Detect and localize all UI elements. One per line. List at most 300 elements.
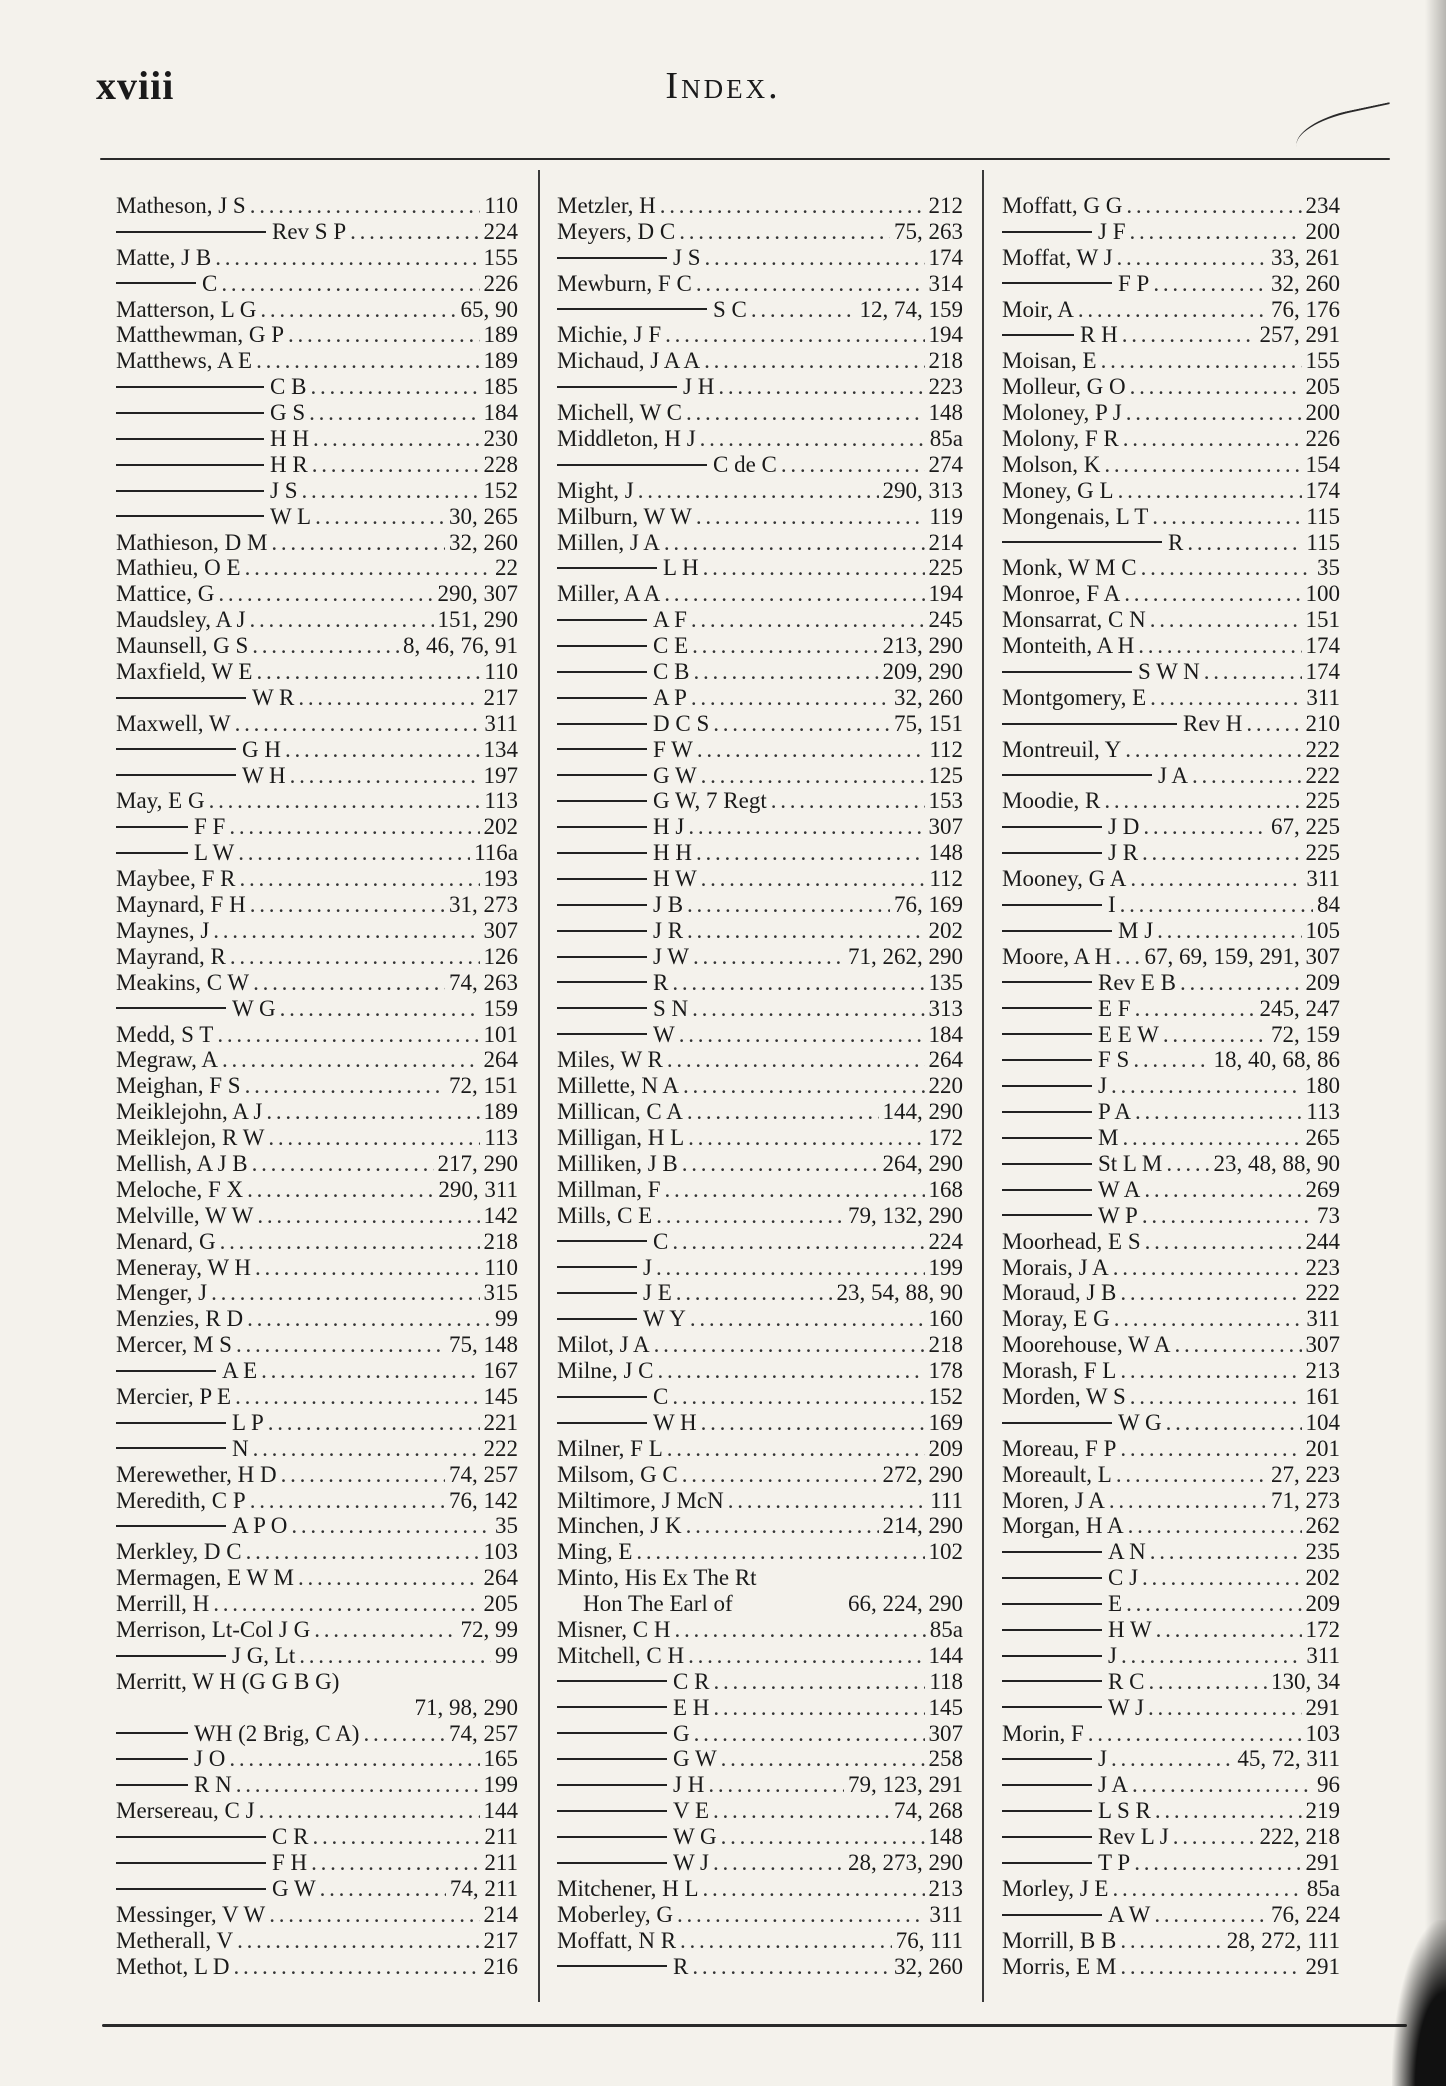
entry-name: Moloney, P J (1002, 400, 1122, 426)
index-entry (1002, 970, 1340, 996)
index-entry (557, 1591, 963, 1617)
index-entry (1002, 944, 1340, 970)
entry-pages: 211 (484, 1850, 518, 1875)
entry-pages: 96 (1317, 1772, 1340, 1798)
entry-name: Mercier, P E (116, 1383, 232, 1409)
entry-pages: 72, 151 (449, 1073, 518, 1099)
entry-name: Megraw, A (116, 1047, 218, 1073)
entry-name: Meighan, F S (116, 1073, 241, 1099)
entry-pages: 221 (483, 1409, 518, 1435)
entry-pages: 145 (483, 1383, 518, 1409)
entry-name: A P (557, 685, 687, 711)
index-entry (1002, 1488, 1340, 1514)
index-entry (557, 426, 963, 452)
entry-name: W G (557, 1824, 717, 1850)
index-entry (116, 1022, 518, 1048)
index-entry (557, 1902, 963, 1928)
entry-pages: 159 (483, 995, 518, 1021)
dot-leader (696, 504, 926, 530)
entry-name: L H (557, 555, 699, 581)
entry-name: J A (1002, 1772, 1128, 1798)
entry-pages: 220 (928, 1073, 963, 1099)
index-entry (116, 1151, 518, 1177)
dot-leader (676, 1280, 833, 1306)
entry-name: J S (116, 478, 298, 504)
entry-pages: 74, 263 (449, 969, 518, 995)
dot-leader (236, 1772, 480, 1798)
entry-pages: 45, 72, 311 (1237, 1746, 1340, 1772)
entry-pages: 103 (1305, 1720, 1340, 1746)
index-entry (1002, 1798, 1340, 1824)
entry-pages: 130, 34 (1271, 1668, 1340, 1694)
dot-leader (221, 271, 479, 297)
entry-pages: 110 (484, 193, 518, 218)
dot-leader (309, 400, 479, 426)
index-entry (557, 400, 963, 426)
entry-name: Mongenais, L T (1002, 503, 1149, 529)
entry-pages: 219 (1305, 1798, 1340, 1824)
dot-leader (1113, 1255, 1302, 1281)
entry-pages: 126 (483, 943, 518, 969)
dot-leader (1132, 1772, 1313, 1798)
index-entry (557, 1513, 963, 1539)
entry-pages: 100 (1305, 581, 1340, 607)
dot-leader (1163, 1022, 1267, 1048)
entry-pages: 212 (928, 193, 963, 218)
entry-name: Morin, F (1002, 1720, 1084, 1746)
dot-leader (771, 788, 925, 814)
dot-leader (1144, 1177, 1301, 1203)
entry-name: E (1002, 1591, 1122, 1617)
entry-name: J (1002, 1746, 1107, 1772)
entry-name: J S (557, 245, 701, 271)
entry-name: N (116, 1436, 249, 1462)
dot-leader (250, 607, 434, 633)
dot-leader (1130, 866, 1302, 892)
index-entry (116, 1488, 518, 1514)
entry-name: Minchen, J K (557, 1513, 682, 1539)
entry-pages: 142 (483, 1202, 518, 1228)
dot-leader (1142, 1565, 1301, 1591)
entry-pages: 205 (1305, 374, 1340, 400)
dot-leader (686, 400, 924, 426)
entry-pages: 115 (1306, 503, 1340, 529)
index-entry (116, 633, 518, 659)
entry-pages: 213 (1305, 1358, 1340, 1384)
dot-leader (1120, 1280, 1301, 1306)
entry-name: Moffatt, N R (557, 1927, 677, 1953)
entry-pages: 307 (483, 917, 518, 943)
entry-name: Mitchener, H L (557, 1875, 699, 1901)
entry-pages: 218 (483, 1228, 518, 1254)
dot-leader (693, 944, 844, 970)
dot-leader (705, 245, 925, 271)
index-entry (1002, 788, 1340, 814)
dot-leader (1154, 1902, 1267, 1928)
index-entry (1002, 1954, 1340, 1980)
entry-pages: 74, 211 (449, 1875, 518, 1901)
index-entry (116, 193, 518, 219)
index-entry (116, 1850, 518, 1876)
entry-name: Maudsley, A J (116, 607, 246, 633)
entry-pages: 272, 290 (882, 1461, 963, 1487)
index-entry (557, 1462, 963, 1488)
entry-pages: 290, 311 (438, 1176, 518, 1202)
entry-name: Hon The Earl of (583, 1591, 733, 1617)
entry-name: F H (116, 1850, 307, 1876)
dot-leader (1150, 685, 1302, 711)
entry-name: Mewburn, F C (557, 270, 692, 296)
index-entry (557, 944, 963, 970)
dot-leader (1148, 1695, 1302, 1721)
dot-leader (1166, 1151, 1209, 1177)
entry-name: P A (1002, 1099, 1131, 1125)
entry-pages: 79, 123, 291 (848, 1772, 963, 1798)
dot-leader (1138, 633, 1301, 659)
dot-leader (288, 322, 479, 348)
index-entry (557, 996, 963, 1022)
entry-name: Monk, W M C (1002, 555, 1137, 581)
index-entry (116, 400, 518, 426)
entry-name: Morrill, B B (1002, 1927, 1117, 1953)
index-entry (1002, 1462, 1340, 1488)
dot-leader (664, 530, 925, 556)
entry-pages: 75, 148 (449, 1332, 518, 1358)
entry-name: Mathieu, O E (116, 555, 241, 581)
dot-leader (1120, 1928, 1222, 1954)
entry-name: Medd, S T (116, 1021, 214, 1047)
entry-pages: 257, 291 (1259, 322, 1340, 348)
dot-leader (247, 1306, 491, 1332)
index-entry (1002, 1332, 1340, 1358)
index-entry (557, 659, 963, 685)
index-entry (116, 970, 518, 996)
entry-name: Morash, F L (1002, 1358, 1117, 1384)
entry-name: G H (116, 737, 281, 763)
dot-leader (310, 374, 479, 400)
dot-leader (253, 1436, 480, 1462)
entry-pages: 99 (495, 1306, 518, 1332)
entry-pages: 262 (1305, 1513, 1340, 1539)
index-entry (557, 685, 963, 711)
index-entry (557, 271, 963, 297)
entry-pages: 116a (474, 840, 518, 866)
entry-name: S W N (1002, 659, 1200, 685)
index-entry (1002, 322, 1340, 348)
dot-leader (268, 1125, 480, 1151)
entry-name: S N (557, 996, 688, 1022)
index-entry (1002, 1591, 1340, 1617)
index-entry (557, 918, 963, 944)
entry-name: J R (1002, 840, 1138, 866)
dot-leader (363, 1721, 445, 1747)
index-entry (1002, 996, 1340, 1022)
entry-name: E F (1002, 996, 1131, 1022)
entry-name: Milburn, W W (557, 503, 692, 529)
index-entry (557, 633, 963, 659)
entry-pages: 76, 169 (894, 892, 963, 918)
entry-pages: 222 (1305, 736, 1340, 762)
entry-pages: 32, 260 (894, 1953, 963, 1979)
entry-pages: 113 (484, 1125, 518, 1151)
entry-name: F S (1002, 1047, 1129, 1073)
index-entry (1002, 1876, 1340, 1902)
entry-name: Meiklejohn, A J (116, 1099, 263, 1125)
entry-name: A P O (116, 1513, 287, 1539)
index-entry (116, 1721, 518, 1747)
index-entry (557, 1125, 963, 1151)
index-entry (557, 1539, 963, 1565)
entry-name: Moore, A H (1002, 943, 1112, 969)
index-entry (116, 1384, 518, 1410)
entry-pages: 72, 159 (1271, 1021, 1340, 1047)
index-entry (116, 1280, 518, 1306)
entry-pages: 84 (1317, 892, 1340, 918)
dot-leader (667, 1436, 925, 1462)
index-entry (557, 1488, 963, 1514)
dot-leader (266, 1099, 479, 1125)
dot-leader (246, 1539, 480, 1565)
index-entry (116, 1954, 518, 1980)
dot-leader (781, 452, 925, 478)
dot-leader (1126, 193, 1301, 219)
entry-pages: 222, 218 (1259, 1824, 1340, 1850)
entry-name: W H (557, 1410, 697, 1436)
entry-pages: 194 (928, 581, 963, 607)
dot-leader (1120, 1358, 1301, 1384)
entry-name: L P (116, 1410, 264, 1436)
entry-pages: 199 (928, 1254, 963, 1280)
entry-name: Monteith, A H (1002, 633, 1135, 659)
entry-pages: 214 (928, 529, 963, 555)
entry-pages: 311 (1306, 866, 1340, 892)
dot-leader (245, 555, 491, 581)
entry-pages: 148 (928, 1824, 963, 1850)
entry-name: Matthews, A E (116, 348, 253, 374)
dot-leader (1156, 1617, 1302, 1643)
entry-pages: 218 (928, 1332, 963, 1358)
dot-leader (236, 1332, 445, 1358)
entry-name: G W (557, 1746, 717, 1772)
index-entry (116, 737, 518, 763)
entry-pages: 115 (1306, 529, 1340, 555)
index-entry (1002, 1410, 1340, 1436)
dot-leader (237, 1928, 479, 1954)
index-entry (557, 1229, 963, 1255)
entry-name: T P (1002, 1850, 1130, 1876)
entry-pages: 174 (1305, 659, 1340, 685)
index-entry (116, 219, 518, 245)
index-column-2 (557, 193, 963, 1979)
entry-pages: 75, 263 (894, 218, 963, 244)
dot-leader (751, 297, 856, 323)
entry-name: A W (1002, 1902, 1150, 1928)
dot-leader (217, 1022, 479, 1048)
entry-pages: 85a (929, 426, 963, 452)
index-entry (557, 1358, 963, 1384)
entry-pages: 31, 273 (449, 892, 518, 918)
entry-pages: 145 (928, 1694, 963, 1720)
entry-name: C B (557, 659, 689, 685)
entry-pages: 165 (483, 1746, 518, 1772)
entry-pages: 160 (928, 1306, 963, 1332)
index-entry (557, 1798, 963, 1824)
index-entry (116, 1306, 518, 1332)
index-entry (1002, 633, 1340, 659)
index-entry (557, 788, 963, 814)
entry-name: Morais, J A (1002, 1254, 1109, 1280)
dot-leader (697, 737, 926, 763)
entry-name: Morden, W S (1002, 1383, 1126, 1409)
entry-pages: 202 (483, 814, 518, 840)
index-entry (1002, 1229, 1340, 1255)
entry-name: Meredith, C P (116, 1487, 246, 1513)
entry-pages: 184 (928, 1021, 963, 1047)
dot-leader (687, 892, 890, 918)
entry-name: Michie, J F (557, 322, 662, 348)
entry-name: Millen, J A (557, 529, 660, 555)
dot-leader (315, 504, 445, 530)
index-entry (116, 1436, 518, 1462)
entry-name: Metherall, V (116, 1927, 234, 1953)
entry-name: Milliken, J B (557, 1150, 678, 1176)
dot-leader (220, 1229, 480, 1255)
index-entry (1002, 555, 1340, 581)
entry-pages: 224 (483, 218, 518, 244)
index-entry (557, 1850, 963, 1876)
index-entry (1002, 478, 1340, 504)
entry-pages: 74, 257 (449, 1461, 518, 1487)
index-entry (557, 1772, 963, 1798)
entry-pages: 144 (928, 1642, 963, 1668)
dot-leader (1120, 1954, 1301, 1980)
dot-leader (1155, 1798, 1302, 1824)
entry-name: W G (116, 996, 276, 1022)
dot-leader (350, 219, 479, 245)
dot-leader (721, 1746, 925, 1772)
entry-pages: 76, 176 (1271, 296, 1340, 322)
index-entry (1002, 607, 1340, 633)
dot-leader (694, 1721, 925, 1747)
index-entry (557, 814, 963, 840)
index-entry (1002, 1306, 1340, 1332)
entry-pages: 315 (483, 1280, 518, 1306)
entry-pages: 245, 247 (1259, 995, 1340, 1021)
dot-leader (664, 581, 924, 607)
entry-pages: 76, 111 (895, 1927, 963, 1953)
entry-pages: 167 (483, 1358, 518, 1384)
entry-name: Millman, F (557, 1176, 661, 1202)
entry-pages: 32, 260 (449, 529, 518, 555)
dot-leader (1142, 840, 1301, 866)
dot-leader (638, 478, 879, 504)
index-entry (557, 297, 963, 323)
entry-name: Michell, W C (557, 400, 683, 426)
entry-pages: 35 (1317, 555, 1340, 581)
entry-pages: 211 (484, 1824, 518, 1850)
entry-pages: 290, 313 (882, 477, 963, 503)
entry-name: J (557, 1255, 652, 1281)
index-entry (116, 1462, 518, 1488)
entry-pages: 291 (1305, 1850, 1340, 1875)
index-entry (557, 1099, 963, 1125)
index-entry (116, 1358, 518, 1384)
dot-leader (1118, 478, 1302, 504)
entry-pages: 99 (495, 1642, 518, 1668)
entry-pages: 235 (1305, 1539, 1340, 1565)
dot-leader (245, 1073, 445, 1099)
dot-leader (1078, 297, 1267, 323)
index-entry (1002, 1824, 1340, 1850)
entry-name: J O (116, 1746, 225, 1772)
entry-pages: 314 (928, 270, 963, 296)
entry-pages: 223 (1305, 1254, 1340, 1280)
index-entry (557, 193, 963, 219)
index-entry (557, 504, 963, 530)
entry-pages: 307 (928, 1720, 963, 1746)
entry-name: Monroe, F A (1002, 581, 1121, 607)
entry-pages: 101 (483, 1021, 518, 1047)
dot-leader (1122, 322, 1256, 348)
dot-leader (1134, 1850, 1301, 1876)
dot-leader (218, 581, 433, 607)
index-entry (116, 1643, 518, 1669)
entry-pages: 200 (1305, 400, 1340, 426)
entry-name: L S R (1002, 1798, 1151, 1824)
index-entry (557, 1151, 963, 1177)
entry-name: Mitchell, C H (557, 1642, 685, 1668)
entry-name: Moberley, G (557, 1901, 674, 1927)
index-entry (1002, 763, 1340, 789)
dot-leader (256, 659, 480, 685)
index-entry (1002, 504, 1340, 530)
dot-leader (696, 840, 925, 866)
index-entry (116, 271, 518, 297)
index-entry (1002, 1280, 1340, 1306)
dot-leader (721, 1824, 925, 1850)
entry-name: H W (557, 866, 697, 892)
entry-pages: 85a (1306, 1875, 1340, 1901)
entry-name: Maxfield, W E (116, 659, 253, 685)
dot-leader (259, 1798, 480, 1824)
entry-name: St L M (1002, 1151, 1162, 1177)
index-entry (116, 478, 518, 504)
entry-pages: 264, 290 (882, 1150, 963, 1176)
index-entry (557, 1669, 963, 1695)
entry-pages: 71, 273 (1271, 1487, 1340, 1513)
index-entry (557, 1332, 963, 1358)
index-entry (116, 918, 518, 944)
entry-name: W R (116, 685, 294, 711)
entry-name: Merrison, Lt-Col J G (116, 1616, 311, 1642)
entry-pages: 135 (928, 969, 963, 995)
entry-pages: 225 (928, 555, 963, 581)
dot-leader (298, 685, 479, 711)
dot-leader (674, 1617, 925, 1643)
entry-name: Menard, G (116, 1228, 216, 1254)
entry-pages: 224 (928, 1228, 963, 1254)
dot-leader (1130, 1384, 1302, 1410)
entry-name: Moray, E G (1002, 1306, 1110, 1332)
index-entry (116, 1902, 518, 1928)
dot-leader (238, 840, 470, 866)
dot-leader (222, 1047, 480, 1073)
entry-name: W (557, 1022, 675, 1048)
index-entry (1002, 374, 1340, 400)
index-entry (557, 1047, 963, 1073)
entry-name: E E W (1002, 1022, 1159, 1048)
dot-leader (312, 1824, 480, 1850)
